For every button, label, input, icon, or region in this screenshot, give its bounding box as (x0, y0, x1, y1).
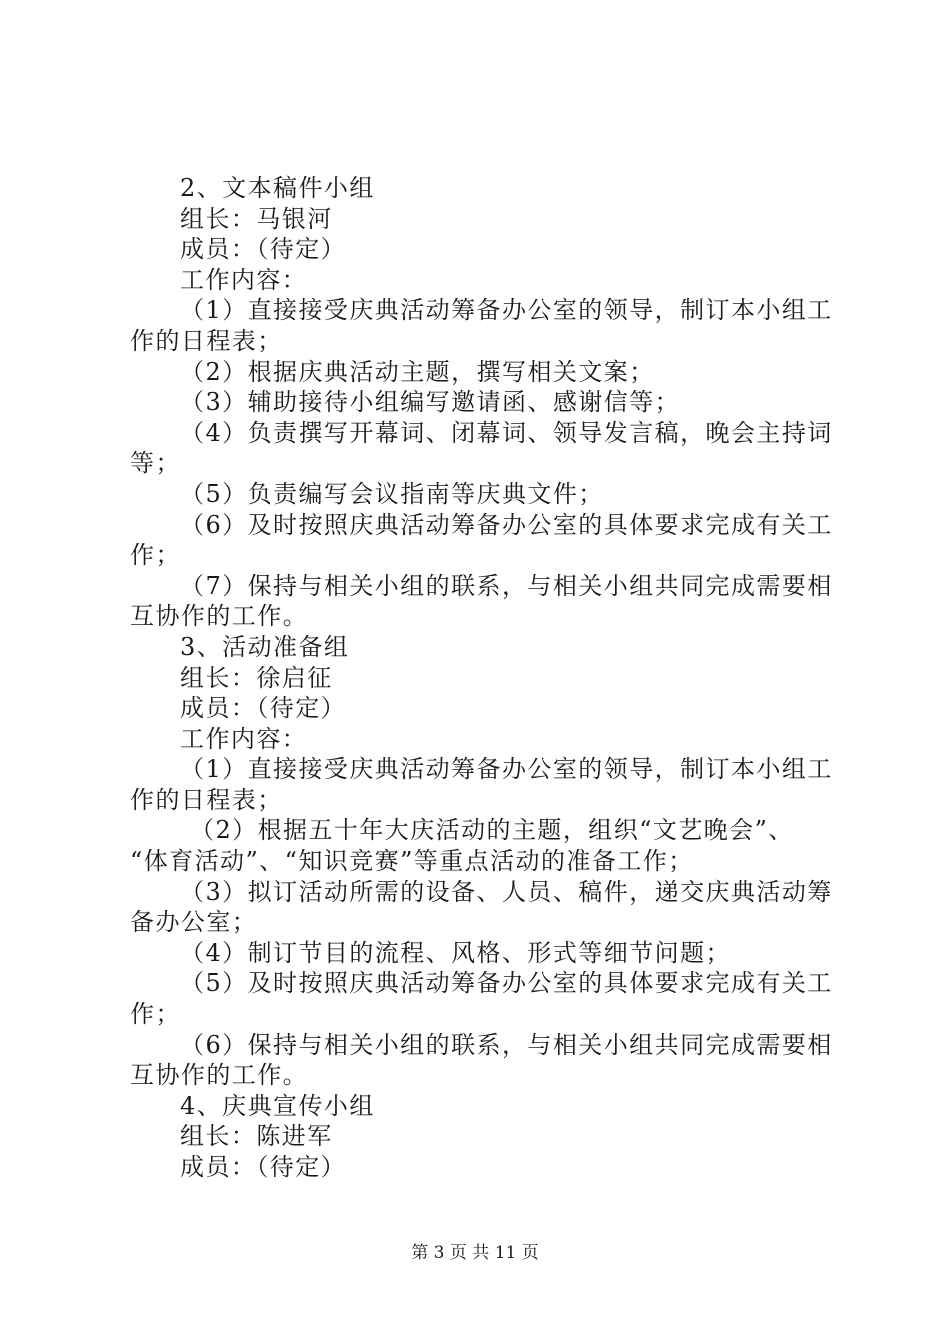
text-line: 成员：（待定） (180, 694, 347, 723)
text-line: 2、文本稿件小组 (180, 174, 375, 202)
text-line: （6）保持与相关小组的联系，与相关小组共同完成需要相 (180, 1030, 833, 1059)
text-line: 组长：马银河 (180, 204, 333, 233)
text-line: 互协作的工作。 (130, 602, 309, 631)
text-line: （7）保持与相关小组的联系，与相关小组共同完成需要相 (180, 571, 833, 600)
text-line: 互协作的工作。 (130, 1061, 309, 1090)
text-line: （3）辅助接待小组编写邀请函、感谢信等； (180, 388, 681, 417)
text-line: （2）根据庆典活动主题，撰写相关文案； (180, 357, 655, 386)
page-footer: 第 3 页 共 11 页 (411, 1243, 539, 1263)
text-line: （5）及时按照庆典活动筹备办公室的具体要求完成有关工 (180, 969, 833, 998)
document-body (130, 173, 833, 1183)
text-line: 作的日程表； (130, 785, 283, 814)
text-line: 工作内容： (180, 724, 308, 753)
text-line: 成员：（待定） (180, 235, 347, 264)
text-line: （5）负责编写会议指南等庆典文件； (180, 479, 604, 508)
text-line: 3、活动准备组 (180, 632, 350, 661)
text-line: 工作内容： (180, 265, 308, 294)
text-line: （4）负责撰写开幕词、闭幕词、领导发言稿，晚会主持词 (180, 418, 833, 447)
text-line: （2）根据五十年大庆活动的主题，组织“文艺晚会”、 (190, 816, 794, 845)
text-line: （4）制订节目的流程、风格、形式等细节问题； (180, 938, 731, 967)
text-line: 备办公室； (130, 908, 258, 937)
text-line: （1）直接接受庆典活动筹备办公室的领导，制订本小组工 (180, 296, 833, 325)
text-line: （3）拟订活动所需的设备、人员、稿件，递交庆典活动筹 (180, 877, 833, 906)
text-line: 作； (130, 1000, 181, 1029)
text-line: 组长：徐启征 (180, 663, 333, 692)
text-line: 作的日程表； (130, 326, 283, 355)
text-line: （6）及时按照庆典活动筹备办公室的具体要求完成有关工 (180, 510, 833, 539)
text-line: 作； (130, 541, 181, 570)
text-line: “体育活动”、“知识竞赛”等重点活动的准备工作； (130, 847, 694, 876)
text-line: 4、庆典宣传小组 (180, 1091, 375, 1120)
text-line: （1）直接接受庆典活动筹备办公室的领导，制订本小组工 (180, 755, 833, 784)
text-line: 成员：（待定） (180, 1153, 347, 1181)
text-line: 等； (130, 449, 181, 478)
text-line: 组长：陈进军 (180, 1122, 333, 1151)
